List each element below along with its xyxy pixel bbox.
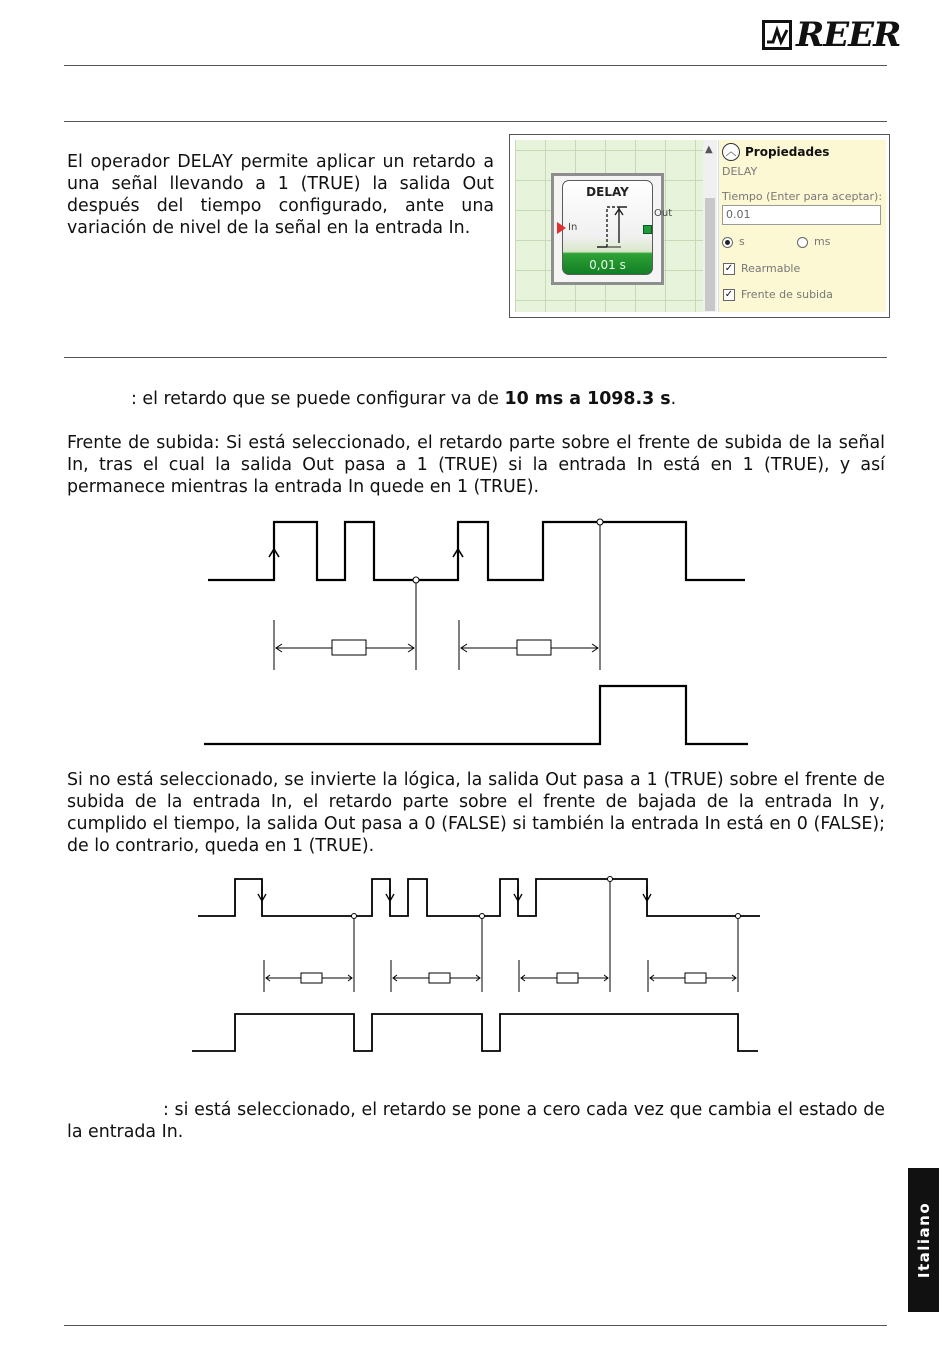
properties-title: Propiedades bbox=[745, 145, 830, 159]
reer-logo-text: REER bbox=[796, 15, 901, 55]
rising-edge-label: Frente de subida bbox=[741, 288, 833, 301]
delay-ui-screenshot bbox=[509, 134, 890, 318]
section-rule-middle bbox=[64, 357, 887, 358]
delay-markers-2 bbox=[264, 877, 741, 993]
output-pin-label: Out bbox=[654, 208, 673, 219]
reer-logo-mark-icon bbox=[762, 20, 792, 50]
rising-edge-paragraph: Frente de subida: Si está seleccionado, el retardo parte sobre el frente de subida de la señal In, tras el cual la salida Out pasa a 1 (TRUE) si la entrada In está en 1 (TRUE), y así permanece mientras la entrada In quede en 1 (TRUE). bbox=[67, 433, 885, 497]
scrollbar-thumb[interactable] bbox=[705, 198, 715, 311]
footer-rule bbox=[64, 1325, 887, 1326]
in-signal-waveform-2 bbox=[198, 879, 760, 916]
unit-s-radio[interactable] bbox=[722, 237, 733, 248]
rearmable-checkbox[interactable]: ✓ bbox=[724, 263, 734, 274]
rising-edge-arrow-icon bbox=[269, 549, 463, 570]
delay-range-line bbox=[131, 388, 831, 410]
unit-ms-label: ms bbox=[814, 235, 831, 248]
unit-ms-radio[interactable] bbox=[797, 237, 808, 248]
time-label: Tiempo (Enter para aceptar): bbox=[722, 190, 883, 203]
input-pin-icon[interactable] bbox=[557, 222, 566, 234]
output-pin-icon[interactable] bbox=[643, 225, 652, 234]
reer-logo bbox=[762, 15, 901, 55]
not-selected-paragraph: Si no está seleccionado, se invierte la lógica, la salida Out pasa a 1 (TRUE) sobre el frente de subida de la entrada In, el retardo parte sobre el frente de bajada de la entrada In y, cumplido el tiempo, la salida Out pasa a 0 (FALSE) si también la entrada In está en 0 (FALSE); de lo contrario, queda en 1 (TRUE). bbox=[67, 770, 885, 856]
delay-range-suffix: . bbox=[670, 389, 677, 409]
scroll-up-icon[interactable]: ▲ bbox=[705, 144, 713, 155]
out-signal-waveform bbox=[204, 686, 748, 744]
language-side-tab bbox=[908, 1168, 939, 1312]
language-tab-label: Italiano bbox=[914, 1201, 933, 1279]
rearmable-paragraph bbox=[67, 1099, 885, 1143]
in-signal-waveform bbox=[208, 522, 745, 580]
collapse-chevron-icon[interactable]: ︿ bbox=[722, 143, 740, 161]
intro-paragraph: El operador DELAY permite aplicar un retardo a una señal llevando a 1 (TRUE) la salida Out después del tiempo configurado, ante una variación de nivel de la señal en la entrada In. bbox=[67, 152, 494, 238]
properties-panel bbox=[718, 140, 886, 312]
timing-diagram-rising-edge bbox=[200, 512, 760, 752]
rearmable-text: : si está seleccionado, el retardo se pone a cero cada vez que cambia el estado de la entrada In. bbox=[67, 1100, 885, 1142]
delay-markers bbox=[274, 519, 603, 670]
canvas-scrollbar[interactable] bbox=[703, 140, 717, 312]
timing-diagram-falling-edge bbox=[190, 870, 765, 1060]
section-rule-top bbox=[64, 121, 887, 122]
time-input[interactable]: 0.01 bbox=[722, 205, 881, 225]
logic-canvas bbox=[515, 140, 717, 312]
delay-range-value: 10 ms a 1098.3 s bbox=[504, 389, 671, 409]
header-rule bbox=[64, 65, 887, 66]
properties-subtitle: DELAY bbox=[722, 165, 758, 178]
input-pin-label: In bbox=[568, 222, 578, 233]
delay-block-value: 0,01 s bbox=[589, 258, 626, 272]
falling-edge-arrow-icon bbox=[258, 886, 651, 901]
delay-block-title: DELAY bbox=[586, 185, 629, 199]
rearmable-label: Rearmable bbox=[741, 262, 801, 275]
unit-s-label: s bbox=[739, 235, 745, 248]
rising-edge-checkbox[interactable]: ✓ bbox=[724, 289, 734, 300]
out-signal-waveform-2 bbox=[192, 1014, 758, 1051]
delay-range-prefix: : el retardo que se puede configurar va de bbox=[131, 389, 505, 409]
